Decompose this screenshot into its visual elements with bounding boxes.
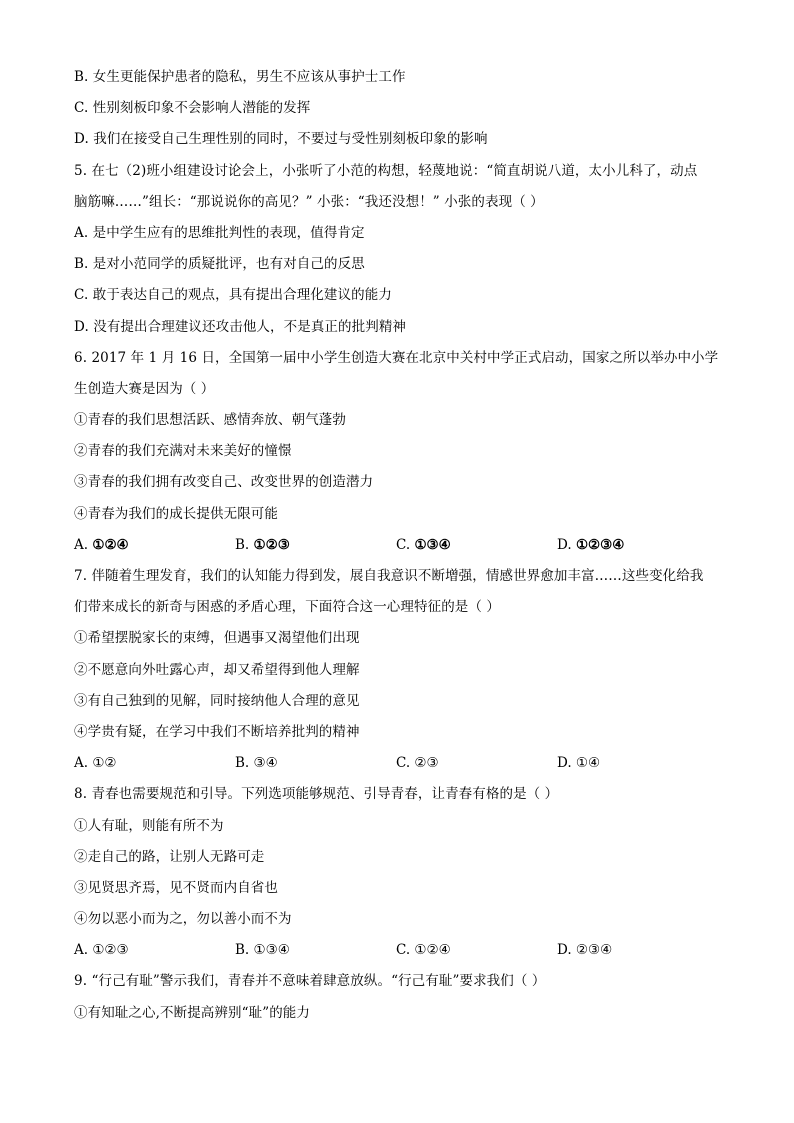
- q6-option-c: [396, 530, 557, 561]
- q4-option-d: D. 我们在接受自己生理性别的同时，不要过与受性别刻板印象的影响: [74, 131, 488, 148]
- q7-option-c: C. ②③: [396, 755, 439, 772]
- q8-stem-line1: 8. 青春也需要规范和引导。下列选项能够规范、引导青春，让青春有格的是（ ）: [74, 786, 559, 803]
- q5-option-c: C. 敢于表达自己的观点，具有提出合理化建议的能力: [74, 287, 392, 304]
- q6-option-d-value: ①②③④: [575, 536, 625, 553]
- q6-option-d-letter: D.: [557, 536, 576, 553]
- q8-option-c: C. ①②④: [396, 942, 451, 959]
- q6-item-1: ①青春的我们思想活跃、感情奔放、朝气蓬勃: [74, 412, 346, 429]
- q7-item-1: ①希望摆脱家长的束缚，但遇事又渴望他们出现: [74, 630, 360, 647]
- q5-option-b: B. 是对小范同学的质疑批评，也有对自己的反思: [74, 256, 365, 273]
- q8-item-3: ③见贤思齐焉，见不贤而内自省也: [74, 879, 278, 896]
- q7-stem-line2: 们带来成长的新奇与困惑的矛盾心理，下面符合这一心理特征的是（ ）: [74, 599, 500, 616]
- q6-option-b-letter: B.: [235, 536, 254, 553]
- q8-option-b: B. ①③④: [235, 942, 290, 959]
- q6-option-c-letter: C.: [396, 536, 415, 553]
- q8-options: [74, 935, 734, 966]
- q6-options: [74, 530, 734, 561]
- q5-option-d: D. 没有提出合理建议还攻击他人，不是真正的批判精神: [74, 318, 407, 335]
- q8-item-4: ④勿以恶小而为之，勿以善小而不为: [74, 911, 292, 928]
- q6-item-4: ④青春为我们的成长提供无限可能: [74, 505, 278, 522]
- q7-option-a: A. ①②: [74, 755, 117, 772]
- q4-option-b: B. 女生更能保护患者的隐私，男生不应该从事护士工作: [74, 69, 406, 85]
- q6-stem-line2: 生创造大赛是因为（ ）: [74, 380, 215, 397]
- q7-option-d: D. ①④: [557, 755, 601, 772]
- q7-option-b: B. ③④: [235, 755, 278, 772]
- q7-stem-line1: 7. 伴随着生理发育，我们的认知能力得到发，展自我意识不断增强，情感世界愈加丰富……这些变化给我: [74, 568, 704, 584]
- q7-options: [74, 748, 734, 779]
- exam-page: [74, 62, 734, 1029]
- q7-item-3: ③有自己独到的见解，同时接纳他人合理的意见: [74, 692, 360, 709]
- q6-option-a-letter: A.: [74, 536, 93, 553]
- q6-option-d: [557, 530, 718, 561]
- q6-option-b-value: ①②③: [253, 536, 290, 553]
- q6-option-b: [235, 530, 396, 561]
- q5-stem-line2: 脑筋嘛……”组长：“那说说你的高见？” 小张：“我还没想！” 小张的表现（ ）: [74, 193, 544, 210]
- q8-option-a: A. ①②③: [74, 942, 129, 959]
- q6-stem-line1: 6. 2017 年 1 月 16 日，全国第一届中小学生创造大赛在北京中关村中学正式启动，国家之所以举办中小学: [74, 349, 719, 366]
- q5-option-a: A. 是中学生应有的思维批判性的表现，值得肯定: [74, 224, 365, 241]
- q6-option-c-value: ①③④: [414, 536, 451, 553]
- q8-item-2: ②走自己的路，让别人无路可走: [74, 848, 265, 865]
- q4-option-c: C. 性别刻板印象不会影响人潜能的发挥: [74, 100, 311, 117]
- q9-item-1: ①有知耻之心,不断提高辨别“耻”的能力: [74, 1004, 310, 1021]
- q6-option-a-value: ①②④: [92, 536, 129, 553]
- q7-item-2: ②不愿意向外吐露心声，却又希望得到他人理解: [74, 661, 360, 678]
- q6-option-a: [74, 530, 235, 561]
- q8-option-d: D. ②③④: [557, 942, 613, 959]
- q9-stem-line1: 9. “行己有耻”警示我们，青春并不意味着肆意放纵。“行己有耻”要求我们（ ）: [74, 973, 546, 990]
- q8-item-1: ①人有耻，则能有所不为: [74, 817, 224, 834]
- q6-item-3: ③青春的我们拥有改变自己、改变世界的创造潜力: [74, 474, 374, 491]
- q7-item-4: ④学贵有疑，在学习中我们不断培养批判的精神: [74, 723, 360, 740]
- q6-item-2: ②青春的我们充满对未来美好的憧憬: [74, 443, 292, 460]
- q5-stem-line1: 5. 在七（2)班小组建设讨论会上，小张听了小范的构想，轻蔑地说：“简直胡说八道，太小儿科了，动点: [74, 162, 698, 179]
